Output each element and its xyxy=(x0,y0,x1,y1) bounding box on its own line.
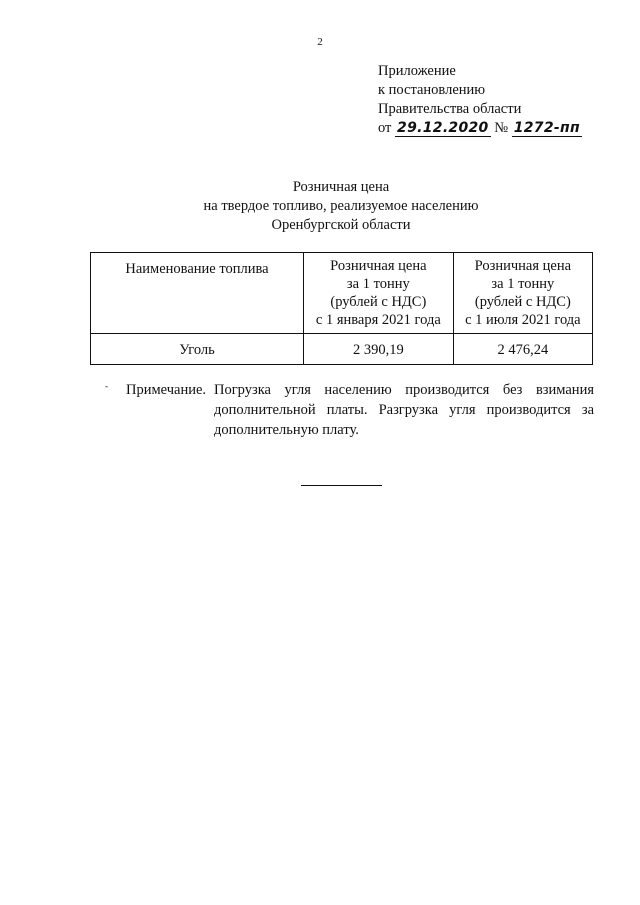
margin-mark: - xyxy=(105,381,108,391)
header-fuel-name: Наименование топлива xyxy=(91,253,304,334)
cell-price-january: 2 390,19 xyxy=(304,334,454,365)
table-row xyxy=(91,334,593,365)
number-sign: № xyxy=(494,120,509,136)
end-divider xyxy=(301,485,382,486)
document-title xyxy=(0,178,640,235)
note-label: Примечание. xyxy=(126,382,207,398)
header-price-january: Розничная цена за 1 тонну (рублей с НДС) с 1 января 2021 года xyxy=(304,253,454,334)
appendix-line-3: Правительства области xyxy=(378,101,522,117)
appendix-line-2: к постановлению xyxy=(378,82,486,98)
date-prefix: от xyxy=(378,120,392,136)
appendix-line-1: Приложение xyxy=(378,63,456,79)
appendix-date-line xyxy=(378,119,582,138)
handwritten-date: 29.12.2020 xyxy=(397,120,489,136)
cell-price-july: 2 476,24 xyxy=(453,334,592,365)
price-table xyxy=(90,252,593,365)
handwritten-number: 1272-пп xyxy=(513,120,580,136)
title-line-1: Розничная цена xyxy=(292,179,390,195)
header-price-july: Розничная цена за 1 тонну (рублей с НДС) с 1 июля 2021 года xyxy=(453,253,592,334)
page-number: 2 xyxy=(317,36,323,48)
cell-fuel-name: Уголь xyxy=(91,334,304,365)
title-line-3: Оренбургской области xyxy=(271,217,411,233)
note-block xyxy=(126,380,594,440)
appendix-block xyxy=(378,62,582,138)
title-line-2: на твердое топливо, реализуемое населению xyxy=(203,198,479,214)
note-text: Погрузка угля населению производится без взимания дополнительной платы. Разгрузка угля производится за дополнительную плату. xyxy=(214,382,594,438)
table-header-row xyxy=(91,253,593,334)
